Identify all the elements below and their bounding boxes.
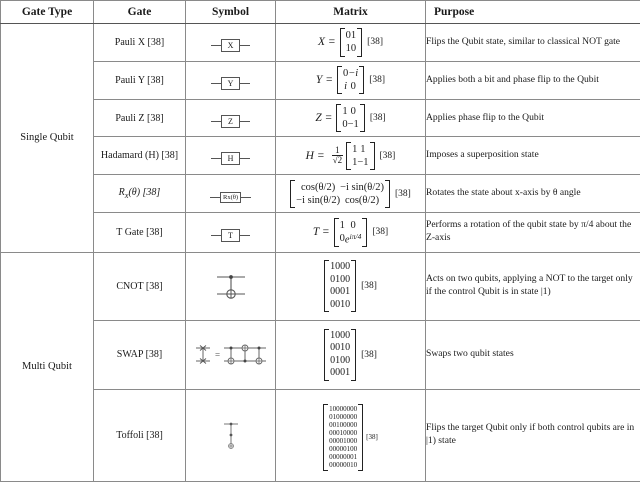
table-row — [1, 321, 640, 390]
table-row — [1, 99, 640, 137]
t-gate-symbol — [186, 213, 276, 253]
column-header-purpose: Purpose — [426, 1, 640, 24]
citation-ref: [38] — [379, 150, 396, 161]
table-row — [1, 137, 640, 175]
matrix-cell: 1 0 0 0 0 0 0 0 0 1 0 0 0 0 0 0 0 0 1 0 0 0 0 0 0 0 0 1 0 0 0 0 0 0 0 0 1 0 0 0 0 0 0 0 0 1 0 0 0 0 0 0 0 0 0 1 0 0 0 0 0 0 1 0 [38] — [276, 389, 426, 481]
scalar-fraction: $\frac{1}{√2}$ — [332, 144, 343, 166]
citation-ref: [38] — [369, 113, 386, 124]
gate-name: CNOT [38] — [94, 252, 186, 321]
matrix-cell: 1 0 0 0 0 1 0 0 0 0 0 1 0 0 1 0 [38] — [276, 252, 426, 321]
matrix-cell: cos(θ/2) −i sin(θ/2) −i sin(θ/2) cos(θ/2) [38] — [276, 175, 426, 213]
gate-purpose: Applies phase flip to the Qubit — [426, 99, 640, 137]
table-header-row — [1, 1, 640, 24]
gate-name: T Gate [38] — [94, 213, 186, 253]
table-row — [1, 213, 640, 253]
gate-purpose: Rotates the state about x-axis by θ angle — [426, 175, 640, 213]
gate-name: Pauli Z [38] — [94, 99, 186, 137]
gate-box-label: Z — [221, 115, 240, 128]
gate-name: Pauli X [38] — [94, 24, 186, 62]
gate-box-label: Rx(θ) — [220, 192, 241, 203]
hadamard-gate-symbol — [186, 137, 276, 175]
citation-ref: [38] — [367, 37, 383, 48]
matrix-cell: Y = 0 −i i 0 [38] — [276, 61, 426, 99]
swap-gate-symbol — [186, 321, 276, 390]
gate-purpose: Applies both a bit and phase flip to the Qubit — [426, 61, 640, 99]
gate-name: $R_x(\theta)$ [38] — [94, 175, 186, 213]
table-row — [1, 389, 640, 481]
pauli-y-gate-symbol — [186, 61, 276, 99]
cnot-gate-symbol — [186, 252, 276, 321]
matrix-cell: Z = 1 0 0 −1 [38] — [276, 99, 426, 137]
matrix-cell: H = $\frac{1}{√2}$ 1 1 1 −1 [38] — [276, 137, 426, 175]
gate-type-single-qubit: Single Qubit — [1, 24, 94, 253]
gate-name: Toffoli [38] — [94, 389, 186, 481]
column-header-matrix: Matrix — [276, 1, 426, 24]
matrix-cell: 1 0 0 0 0 0 1 0 0 1 0 0 0 0 0 1 [38] — [276, 321, 426, 390]
gate-purpose: Swaps two qubit states — [426, 321, 640, 390]
gate-box-label: X — [221, 39, 240, 52]
pauli-z-gate-symbol — [186, 99, 276, 137]
column-header-symbol: Symbol — [186, 1, 276, 24]
table-row — [1, 61, 640, 99]
citation-ref: [38] — [361, 281, 377, 292]
gate-purpose: Flips the target Qubit only if both control qubits are in |1) state — [426, 389, 640, 481]
citation-ref: [38] — [361, 349, 377, 360]
column-header-gate: Gate — [94, 1, 186, 24]
gate-name: SWAP [38] — [94, 321, 186, 390]
table-row — [1, 252, 640, 321]
gate-purpose: Acts on two qubits, applying a NOT to the target only if the control Qubit is in state |1) — [426, 252, 640, 321]
gate-type-multi-qubit: Multi Qubit — [1, 252, 94, 481]
gate-box-label: Y — [221, 77, 240, 90]
gate-name: Pauli Y [38] — [94, 61, 186, 99]
table-row — [1, 175, 640, 213]
rx-gate-symbol — [186, 175, 276, 213]
gate-name: Hadamard (H) [38] — [94, 137, 186, 175]
pauli-x-gate-symbol — [186, 24, 276, 62]
svg-text:=: = — [214, 349, 220, 360]
citation-ref: [38] — [369, 75, 386, 86]
gate-purpose: Flips the Qubit state, similar to classical NOT gate — [426, 24, 640, 62]
gate-box-label: H — [221, 152, 240, 165]
column-header-gate-type: Gate Type — [1, 1, 94, 24]
gate-purpose: Imposes a superposition state — [426, 137, 640, 175]
gate-purpose: Performs a rotation of the qubit state by π/4 about the Z-axis — [426, 213, 640, 253]
citation-ref: [38] — [372, 227, 389, 238]
matrix-cell: X = 0 1 1 0 [38] — [276, 24, 426, 62]
gate-box-label: T — [221, 229, 240, 242]
toffoli-gate-symbol — [186, 389, 276, 481]
citation-ref: [38] — [366, 433, 378, 442]
matrix-cell: T = 1 0 0 $e^{i\pi/4}$ [38] — [276, 213, 426, 253]
citation-ref: [38] — [395, 188, 411, 199]
table-row — [1, 24, 640, 62]
